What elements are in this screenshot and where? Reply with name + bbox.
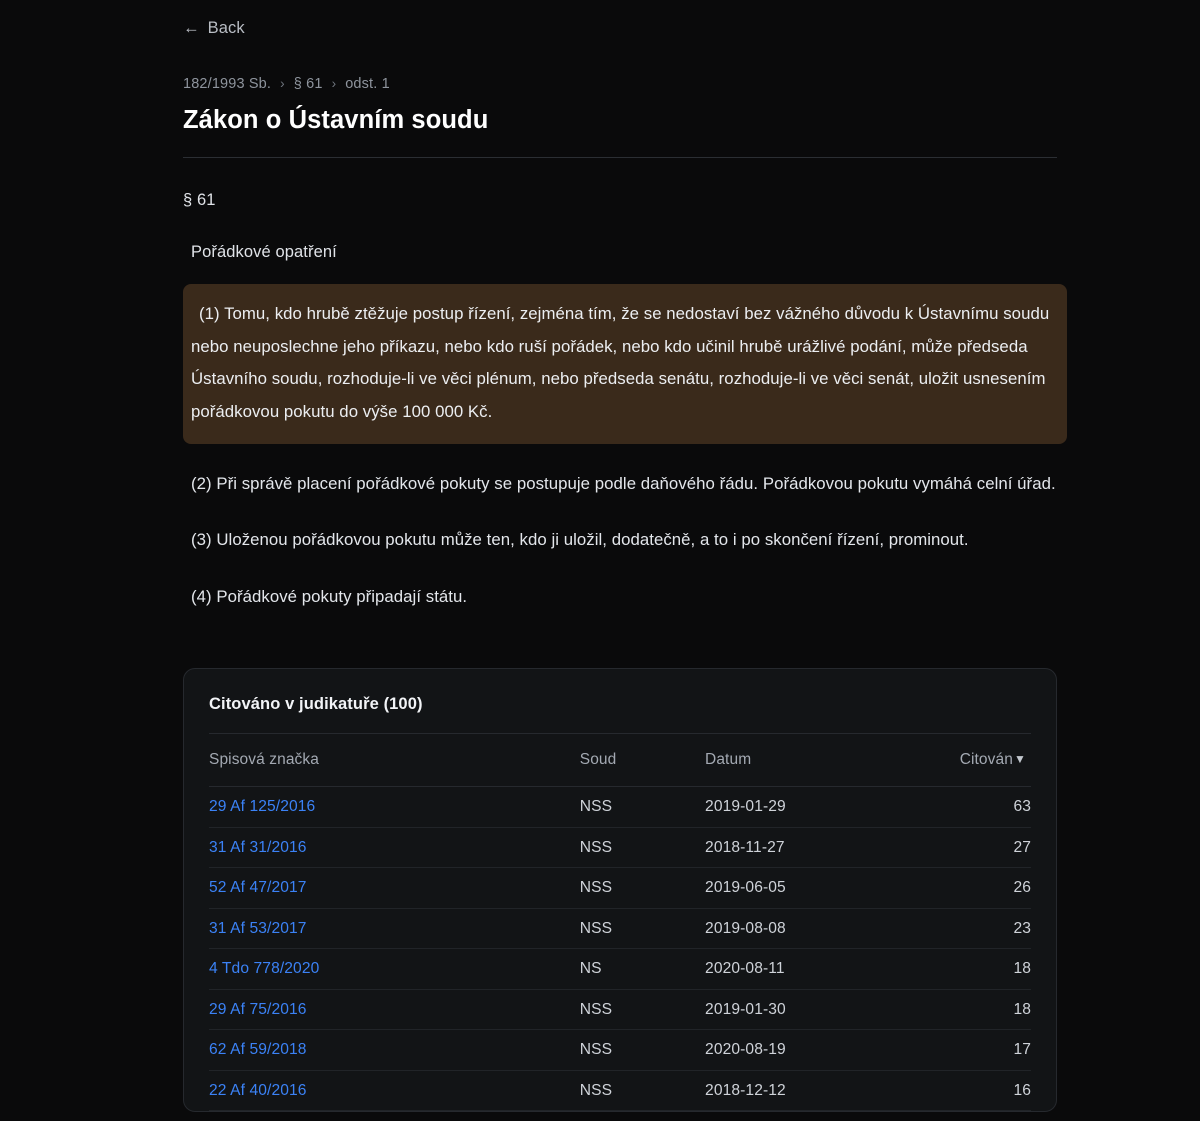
citations-card bbox=[183, 668, 1057, 1112]
cell-datum: 2018-12-12 bbox=[705, 1070, 960, 1111]
cell-soud: NSS bbox=[580, 908, 705, 949]
cell-datum: 2019-06-05 bbox=[705, 868, 960, 909]
citation-link[interactable]: 22 Af 40/2016 bbox=[209, 1081, 307, 1099]
cell-citovan: 18 bbox=[960, 989, 1031, 1030]
breadcrumb-item-paragraph[interactable]: odst. 1 bbox=[345, 76, 390, 93]
breadcrumb bbox=[183, 76, 1057, 92]
cell-soud: NSS bbox=[580, 1070, 705, 1111]
sort-desc-icon: ▼ bbox=[1013, 752, 1026, 767]
title-divider bbox=[183, 157, 1057, 158]
cell-citovan: 23 bbox=[960, 908, 1031, 949]
breadcrumb-item-section[interactable]: § 61 bbox=[293, 76, 323, 93]
cell-citovan: 18 bbox=[960, 949, 1031, 990]
cell-datum: 2020-08-11 bbox=[705, 949, 960, 990]
table-row[interactable] bbox=[209, 1030, 1031, 1071]
cell-datum: 2019-01-30 bbox=[705, 989, 960, 1030]
table-row[interactable] bbox=[209, 827, 1031, 868]
cell-citovan: 16 bbox=[960, 1070, 1031, 1111]
table-header-row bbox=[209, 734, 1031, 787]
cell-soud: NSS bbox=[580, 868, 705, 909]
cell-soud: NS bbox=[580, 949, 705, 990]
citation-link[interactable]: 4 Tdo 778/2020 bbox=[209, 960, 320, 978]
table-row[interactable] bbox=[209, 908, 1031, 949]
cell-citovan: 26 bbox=[960, 868, 1031, 909]
paragraph-3: (3) Uloženou pořádkovou pokutu může ten, kdo ji uložil, dodatečně, a to i po skončení řízení, prominout. bbox=[191, 530, 969, 550]
arrow-left-icon: ← bbox=[183, 19, 200, 38]
citations-card-title: Citováno v judikatuře (100) bbox=[209, 695, 423, 714]
cell-datum: 2019-01-29 bbox=[705, 787, 960, 828]
table-row[interactable] bbox=[209, 949, 1031, 990]
citation-link[interactable]: 31 Af 53/2017 bbox=[209, 919, 307, 937]
citation-link[interactable]: 29 Af 75/2016 bbox=[209, 1000, 307, 1018]
paragraph-2: (2) Při správě placení pořádkové pokuty se postupuje podle daňového řádu. Pořádkovou pokutu vymáhá celní úřad. bbox=[191, 473, 1056, 493]
section-subtitle: Pořádkové opatření bbox=[191, 243, 337, 262]
cell-citovan: 27 bbox=[960, 827, 1031, 868]
cell-citovan: 17 bbox=[960, 1030, 1031, 1071]
back-button-label: Back bbox=[207, 19, 245, 37]
citation-link[interactable]: 29 Af 125/2016 bbox=[209, 798, 316, 816]
table-row[interactable] bbox=[209, 787, 1031, 828]
page-title: Zákon o Ústavním soudu bbox=[183, 106, 489, 135]
column-header-soud[interactable]: Soud bbox=[580, 734, 705, 787]
citations-table-body bbox=[209, 787, 1031, 1111]
cell-datum: 2020-08-19 bbox=[705, 1030, 960, 1071]
column-header-citovan-label: Citován bbox=[959, 751, 1013, 769]
breadcrumb-separator-icon: › bbox=[280, 76, 285, 92]
table-row[interactable] bbox=[209, 989, 1031, 1030]
cell-datum: 2019-08-08 bbox=[705, 908, 960, 949]
paragraph-4: (4) Pořádkové pokuty připadají státu. bbox=[191, 586, 468, 606]
breadcrumb-item-act[interactable]: 182/1993 Sb. bbox=[183, 76, 272, 93]
table-row[interactable] bbox=[209, 868, 1031, 909]
back-button[interactable] bbox=[183, 19, 245, 38]
cell-citovan: 63 bbox=[960, 787, 1031, 828]
content-column bbox=[183, 0, 1057, 1112]
citation-link[interactable]: 31 Af 31/2016 bbox=[209, 838, 307, 856]
table-row[interactable] bbox=[209, 1070, 1031, 1111]
citations-table bbox=[209, 733, 1031, 1111]
breadcrumb-separator-icon: › bbox=[331, 76, 337, 92]
cell-soud: NSS bbox=[580, 989, 705, 1030]
cell-soud: NSS bbox=[580, 827, 705, 868]
cell-datum: 2018-11-27 bbox=[705, 827, 960, 868]
paragraph-1-highlighted: (1) Tomu, kdo hrubě ztěžuje postup řízení, zejména tím, že se nedostaví bez vážného důvodu k Ústavnímu soudu nebo neuposlechne jeho příkazu, nebo kdo ruší pořádek, nebo kdo učinil hrubě urážlivé podání, může předseda Ústavního soudu, rozhoduje-li ve věci plénum, nebo předseda senátu, rozhoduje-li ve věci senát, uložit usnesením pořádkovou pokutu do výše 100 000 Kč. bbox=[183, 284, 1067, 443]
citation-link[interactable]: 52 Af 47/2017 bbox=[209, 879, 307, 897]
section-label: § 61 bbox=[183, 191, 216, 210]
cell-soud: NSS bbox=[580, 787, 705, 828]
cell-soud: NSS bbox=[580, 1030, 705, 1071]
column-header-citovan[interactable] bbox=[960, 734, 1031, 787]
column-header-spisova-znacka[interactable]: Spisová značka bbox=[209, 734, 580, 787]
column-header-datum[interactable]: Datum bbox=[705, 734, 960, 787]
citation-link[interactable]: 62 Af 59/2018 bbox=[209, 1041, 307, 1059]
